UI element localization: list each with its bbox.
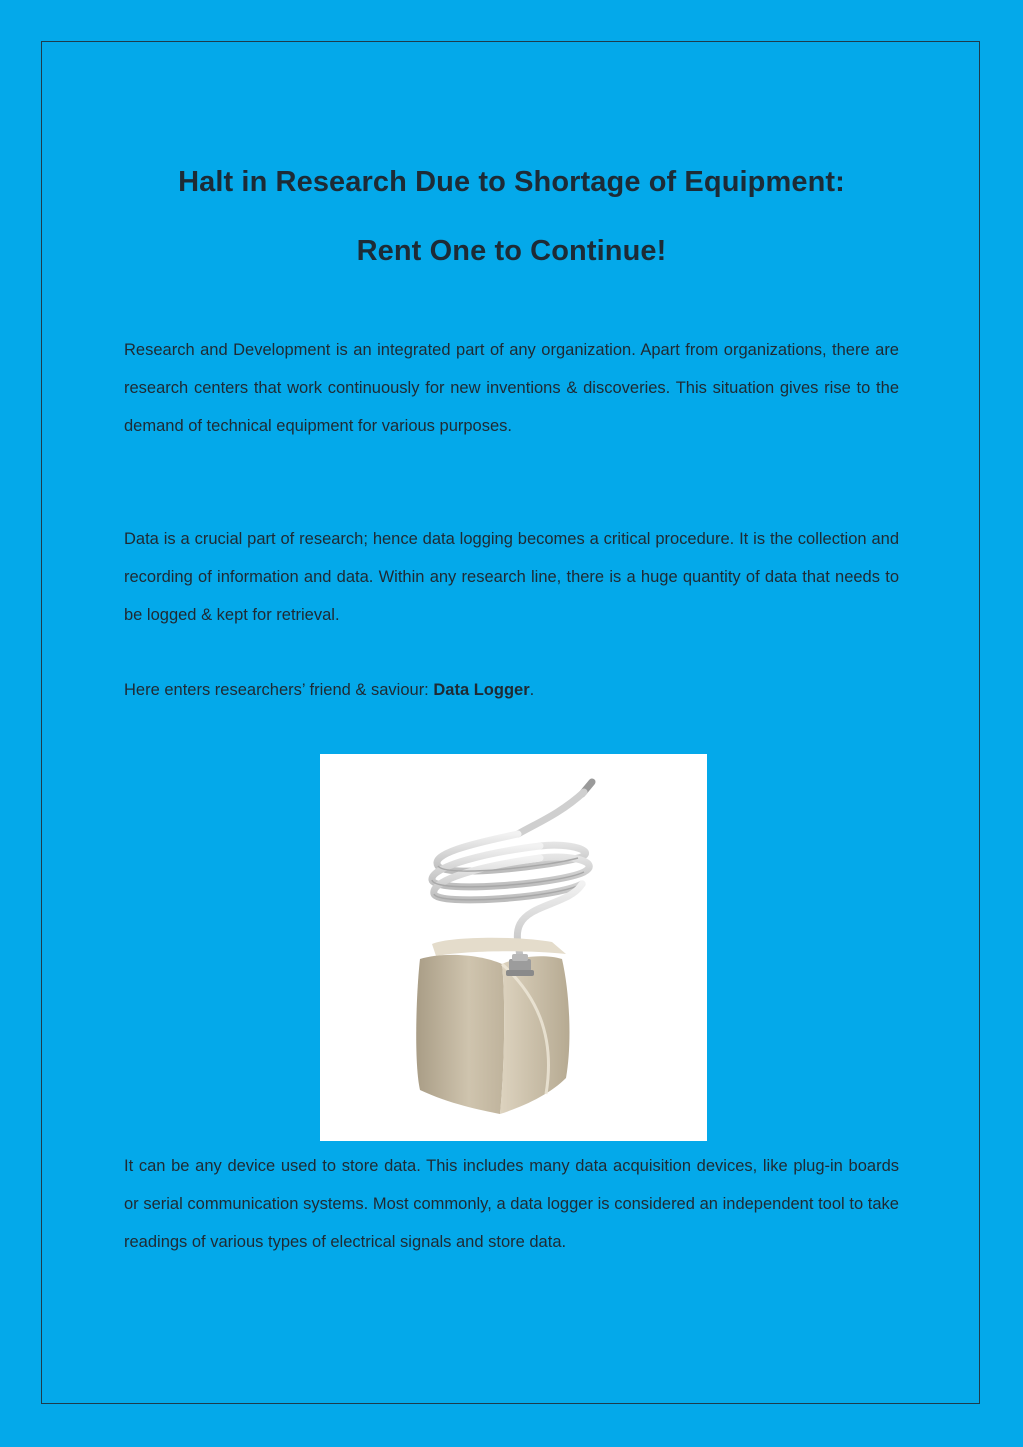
data-logger-image [320, 754, 707, 1141]
paragraph-device-description: It can be any device used to store data. This includes many data acquisition devices, like plug-in boards or serial communication systems. Most commonly, a data logger is considered an independent tool to take readings of various types of electrical signals and store data. [124, 1157, 899, 1251]
paragraph-3-prefix: Here enters researchers’ friend & saviour: [124, 681, 434, 699]
document-title-line-2: Rent One to Continue! [356, 235, 667, 267]
document-title-line-1: Halt in Research Due to Shortage of Equipment: [178, 166, 845, 198]
data-logger-illustration [320, 754, 707, 1141]
data-logger-term: Data Logger [433, 681, 530, 699]
paragraph-data-logger-intro [124, 671, 899, 709]
paragraph-3-suffix: . [529, 681, 535, 699]
paragraph-data-logging: Data is a crucial part of research; hence data logging becomes a critical procedure. It is the collection and recording of information and data. Within any research line, there is a huge quantity of data that needs to be logged & kept for retrieval. [124, 530, 899, 624]
paragraph-research-intro: Research and Development is an integrated part of any organization. Apart from organizations, there are research centers that work continuously for new inventions & discoveries. This situation gives rise to the demand of technical equipment for various purposes. [124, 341, 899, 435]
